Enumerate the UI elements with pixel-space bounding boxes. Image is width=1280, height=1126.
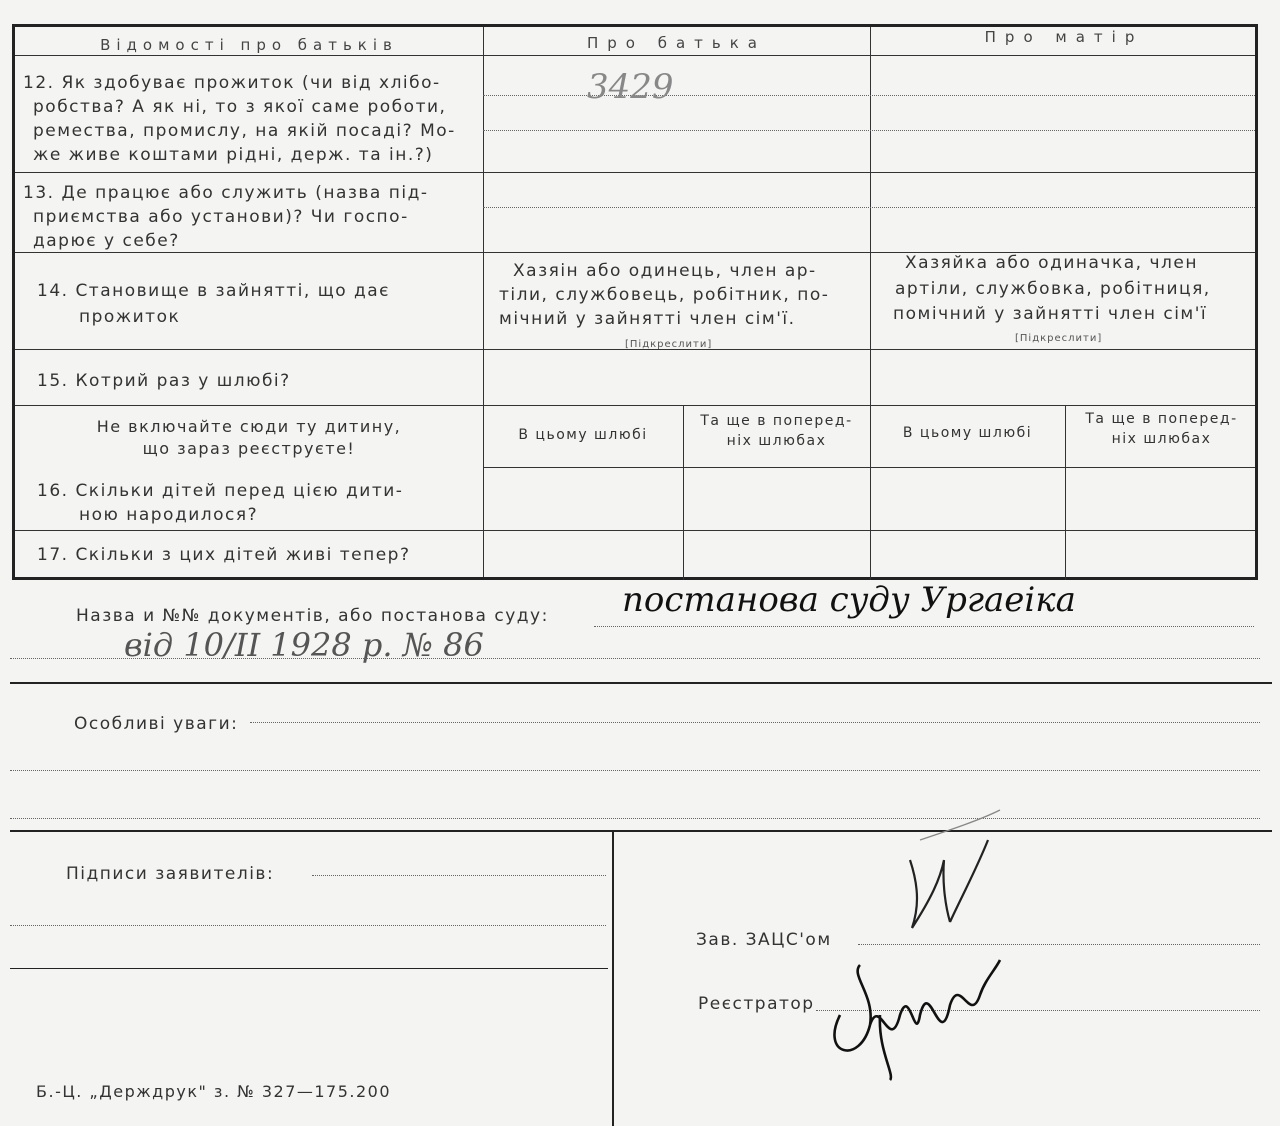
q13-line-3: дарює у себе?: [33, 231, 180, 251]
remarks-label: Особливі уваги:: [74, 714, 239, 734]
q13-line-2: приємства або установи)? Чи госпо-: [33, 207, 409, 227]
note-line-2: що зараз реєструєте!: [142, 439, 356, 458]
applicants-signatures-label: Підписи заявителів:: [66, 864, 275, 884]
header-father: Про батька: [586, 34, 767, 52]
q14-father-options-3: мічний у зайнятті член сім'ї.: [499, 309, 796, 329]
head-signature: [880, 830, 1020, 940]
documents-handwritten-line-1: постанова суду Ургаеіка: [622, 580, 1076, 620]
q14-line-2: прожиток: [79, 307, 181, 327]
registrar-signature: [820, 955, 1020, 1085]
q12-father-handwritten: 3429: [587, 67, 674, 107]
q14-father-options-2: тіли, службовець, робітник, по-: [499, 285, 830, 305]
father-previous-marriages-header-2: ніх шлюбах: [726, 433, 827, 449]
note-line-1: Не включайте сюди ту дитину,: [96, 417, 402, 436]
q12-line-1: 12. Як здобуває прожиток (чи від хлібо-: [23, 73, 441, 93]
q14-mother-options-3: помічний у зайнятті член сім'ї: [893, 304, 1208, 324]
q14-mother-options-2: артіли, службовка, робітниця,: [895, 279, 1211, 299]
father-previous-marriages-header-1: Та ще в поперед-: [700, 413, 853, 429]
mother-this-marriage-header: В цьому шлюбі: [902, 425, 1033, 441]
q14-line-1: 14. Становище в зайнятті, що дає: [37, 281, 391, 301]
q14-mother-underline-note: [Підкреслити]: [1015, 333, 1103, 344]
q17-label: 17. Скільки з цих дітей живі тепер?: [37, 545, 411, 565]
q14-mother-options-1: Хазяйка або одиначка, член: [905, 253, 1198, 273]
documents-label: Назва и №№ документів, або постанова суду:: [76, 606, 549, 626]
q12-line-4: же живе коштами рідні, держ. та ін.?): [33, 145, 434, 165]
documents-handwritten-line-2: від 10/ІІ 1928 р. № 86: [124, 626, 484, 664]
q14-father-underline-note: [Підкреслити]: [625, 339, 713, 350]
q13-line-1: 13. Де працює або служить (назва під-: [23, 183, 429, 203]
q12-line-2: робства? А як ні, то з якої саме роботи,: [33, 97, 447, 117]
mother-previous-marriages-header-2: ніх шлюбах: [1111, 431, 1212, 447]
header-parents-info: Відомості про батьків: [100, 36, 398, 54]
q16-line-2: ною народилося?: [79, 505, 259, 525]
q12-line-3: ремества, промислу, на якій посаді? Мо-: [33, 121, 456, 141]
q16-line-1: 16. Скільки дітей перед цією дити-: [37, 481, 404, 501]
mother-previous-marriages-header-1: Та ще в поперед-: [1085, 411, 1238, 427]
head-zags-label: Зав. ЗАЦС'ом: [696, 930, 832, 950]
father-this-marriage-header: В цьому шлюбі: [518, 427, 648, 443]
header-mother: Про матір: [984, 28, 1144, 46]
registrar-label: Реєстратор: [698, 994, 815, 1014]
printer-imprint: Б.-Ц. „Держдрук" з. № 327—175.200: [36, 1082, 392, 1101]
parents-info-table: [12, 24, 1258, 580]
q15-label: 15. Котрий раз у шлюбі?: [37, 371, 291, 391]
q14-father-options-1: Хазяін або одинець, член ар-: [513, 261, 817, 281]
